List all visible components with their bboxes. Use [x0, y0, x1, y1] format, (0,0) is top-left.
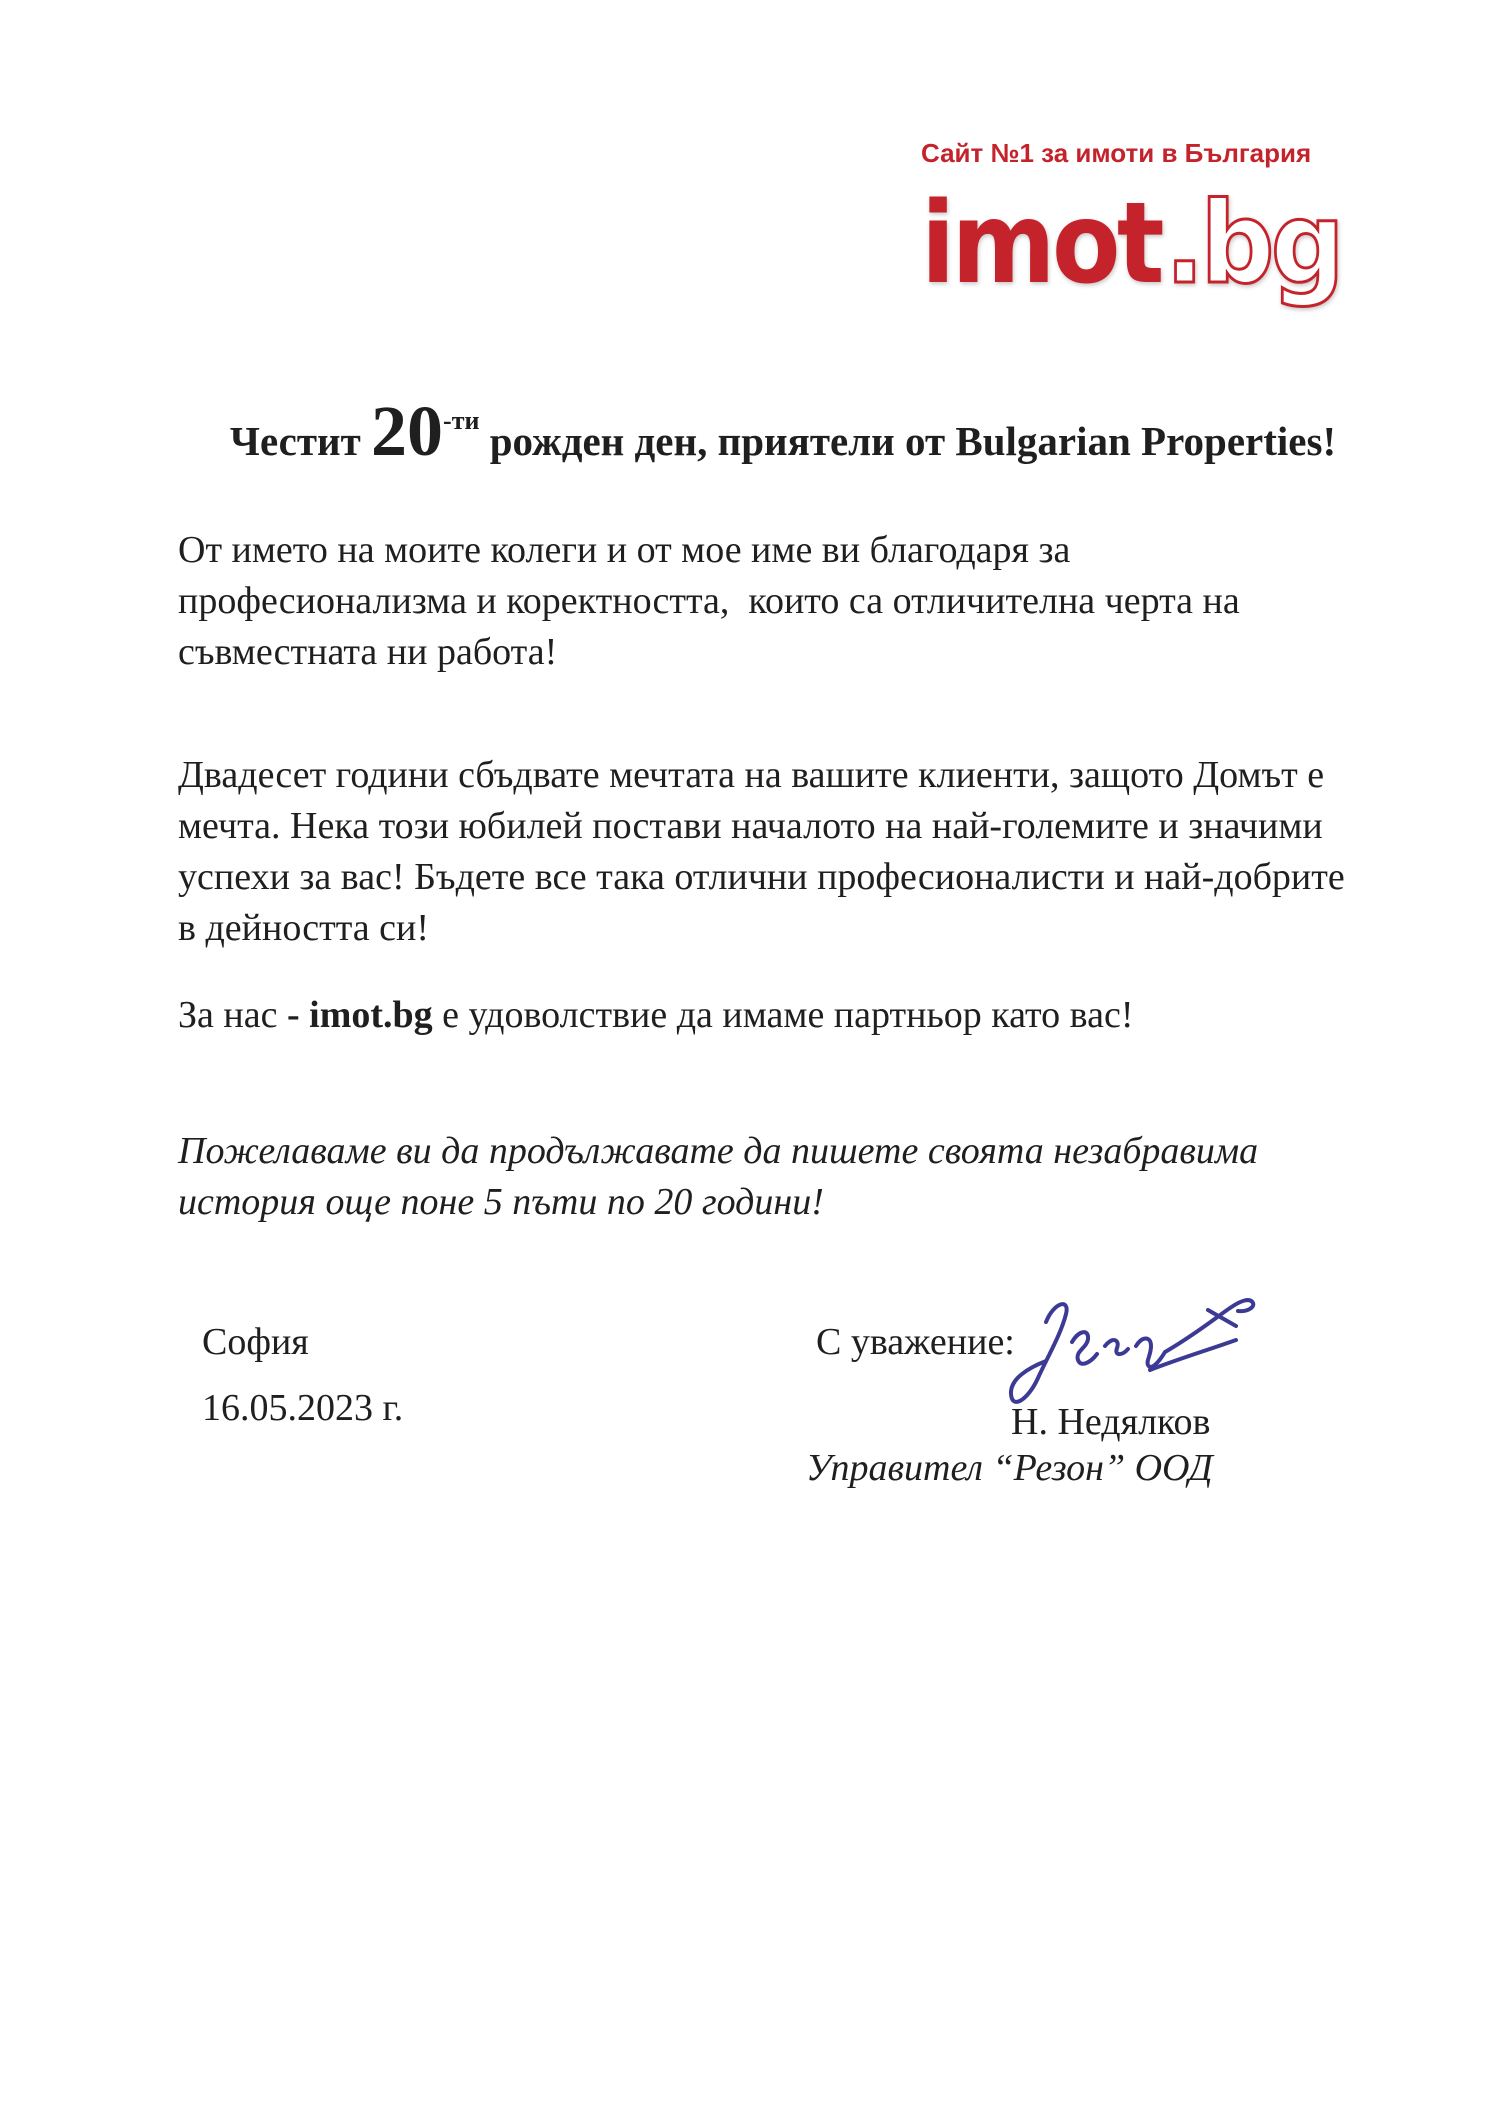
paragraph-line: успехи за вас! Бъдете все така отлични професионалисти и най-добрите	[178, 856, 1345, 898]
city-label: София	[202, 1321, 309, 1363]
paragraph-line: Двадесет години сбъдвате мечтата на вашите клиенти, защото Домът е	[178, 754, 1325, 796]
logo-outline-text: .bg	[1165, 179, 1341, 309]
title-prefix: Честит	[229, 418, 372, 464]
signer-role: Управител “Резон” ООД	[806, 1447, 1213, 1489]
signature-block	[178, 1302, 1388, 1542]
title-number-20: 20	[371, 391, 444, 471]
title-ordinal-suffix: -ти	[443, 406, 480, 435]
title-rest: рожден ден, приятели от Bulgarian Properties!	[479, 418, 1337, 464]
paragraph-line: Пожелаваме ви да продължавате да пишете своята незабравима	[178, 1130, 1259, 1172]
paragraph-line: мечта. Нека този юбилей постави началото на най-големите и значими	[178, 805, 1323, 847]
paragraph-thanks	[178, 525, 1388, 678]
paragraph-line: история още поне 5 пъти по 20 години!	[178, 1181, 824, 1223]
paragraph-line: От името на моите колеги и от мое име ви благодаря за	[178, 529, 1071, 571]
paragraph-partner	[178, 990, 1388, 1041]
logo-solid-text: imot	[921, 179, 1163, 309]
paragraph-anniversary	[178, 750, 1388, 954]
paragraph-line: съвместната ни работа!	[178, 631, 558, 673]
paragraph-line: професионализма и коректността, които са отличителна черта на	[178, 580, 1240, 622]
paragraph-wish-italic	[178, 1126, 1388, 1228]
paragraph-line: в дейността си!	[178, 907, 430, 949]
partner-brand-bold: - imot.bg	[286, 994, 433, 1036]
date-label: 16.05.2023 г.	[202, 1387, 404, 1429]
signer-name: Н. Недялков	[1011, 1401, 1211, 1443]
brand-block	[921, 138, 1345, 324]
partner-prefix: За нас	[178, 994, 287, 1036]
imot-bg-logo-icon	[921, 172, 1345, 324]
brand-tagline: Сайт №1 за имоти в България	[921, 138, 1312, 168]
closing-label: С уважение:	[816, 1321, 1015, 1363]
partner-suffix: е удоволствие да имаме партньор като вас!	[432, 994, 1134, 1036]
letter-title	[178, 383, 1388, 479]
